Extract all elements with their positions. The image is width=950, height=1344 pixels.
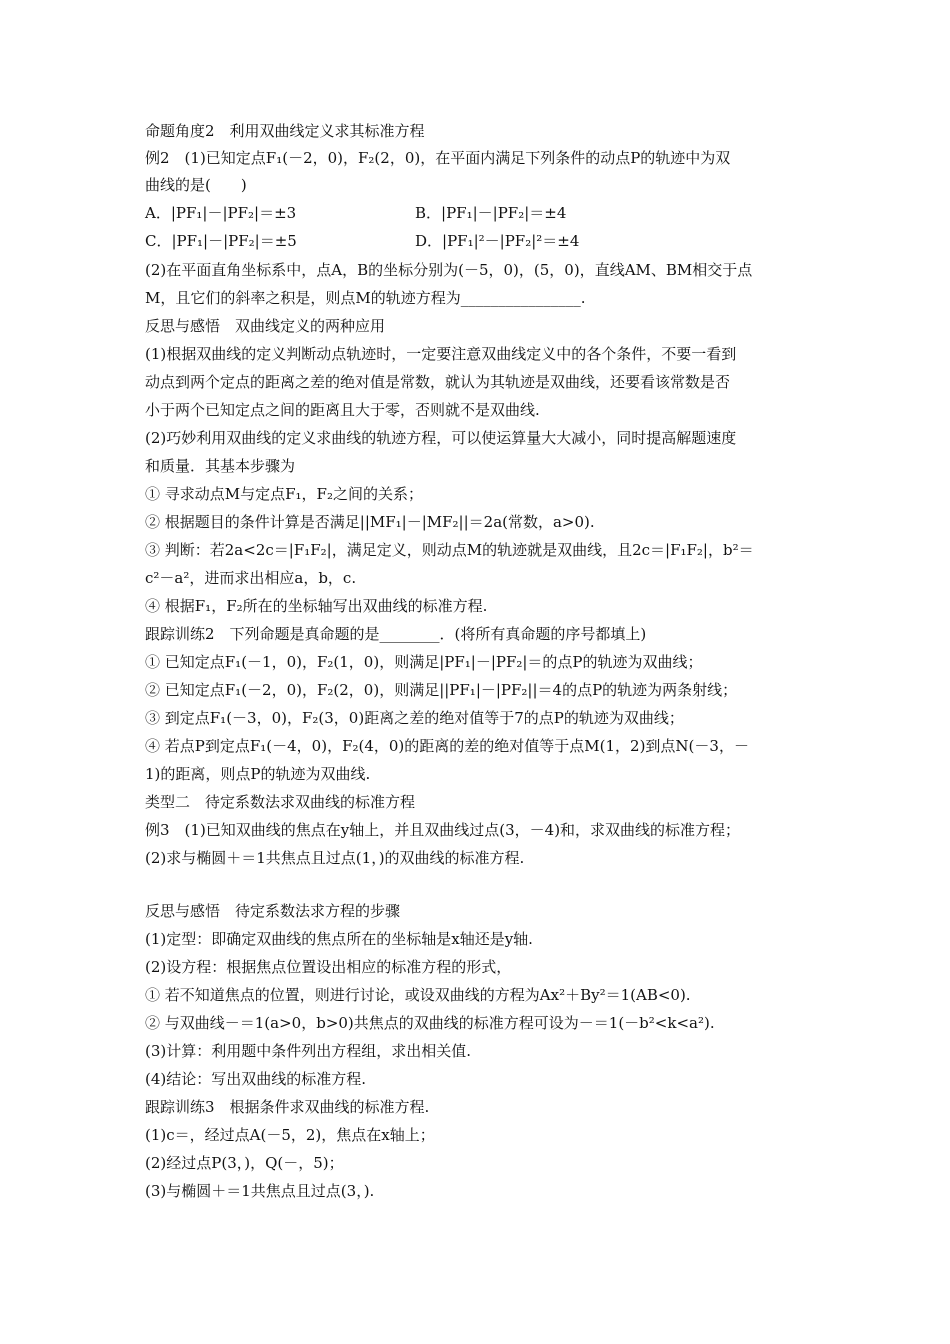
reflection-heading: 反思与感悟 双曲线定义的两种应用 bbox=[145, 317, 386, 335]
practice-item: ① 已知定点F₁(－1，0)，F₂(1，0)，则满足|PF₁|－|PF₂|＝的点P的轨迹为双曲线； bbox=[145, 653, 703, 671]
option-b: B．|PF₁|－|PF₂|＝±4 bbox=[415, 204, 567, 222]
paragraph-line: 小于两个已知定点之间的距离且大于零，否则就不是双曲线. bbox=[145, 401, 540, 419]
paragraph-line: 动点到两个定点的距离之差的绝对值是常数，就认为其轨迹是双曲线，还要看该常数是否 bbox=[145, 373, 731, 391]
step-item: ② 根据题目的条件计算是否满足||MF₁|－|MF₂||＝2a(常数，a>0). bbox=[145, 513, 595, 531]
options-row-1 bbox=[145, 202, 825, 224]
reflection-heading-2: 反思与感悟 待定系数法求方程的步骤 bbox=[145, 902, 401, 920]
step-item: ① 若不知道焦点的位置，则进行讨论，或设双曲线的方程为Ax²＋By²＝1(AB<0). bbox=[145, 986, 691, 1004]
example-2-part-2-cont: M，且它们的斜率之积是，则点M的轨迹方程为________________. bbox=[145, 289, 586, 307]
type-2-heading: 类型二 待定系数法求双曲线的标准方程 bbox=[145, 793, 416, 811]
practice-item: ③ 到定点F₁(－3，0)，F₂(3，0)距离之差的绝对值等于7的点P的轨迹为双曲线； bbox=[145, 709, 684, 727]
step-item-cont: c²－a²，进而求出相应a，b，c. bbox=[145, 569, 357, 587]
step-item: (3)计算：利用题中条件列出方程组，求出相关值. bbox=[145, 1042, 472, 1060]
paragraph-line: (2)巧妙利用双曲线的定义求曲线的轨迹方程，可以使运算量大大减小，同时提高解题速度 bbox=[145, 429, 737, 447]
practice-item: ④ 若点P到定点F₁(－4，0)，F₂(4，0)的距离的差的绝对值等于点M(1，2)到点N(－3，－ bbox=[145, 737, 749, 755]
example-2-part-2: (2)在平面直角坐标系中，点A，B的坐标分别为(－5，0)，(5，0)，直线AM、BM相交于点 bbox=[145, 261, 753, 279]
example-2-stem-cont: 曲线的是( ) bbox=[145, 176, 247, 194]
step-item: ① 寻求动点M与定点F₁，F₂之间的关系； bbox=[145, 485, 423, 503]
option-a: A．|PF₁|－|PF₂|＝±3 bbox=[145, 204, 297, 222]
option-c: C．|PF₁|－|PF₂|＝±5 bbox=[145, 232, 297, 250]
options-row-2 bbox=[145, 230, 825, 252]
step-item: ② 与双曲线－＝1(a>0，b>0)共焦点的双曲线的标准方程可设为－＝1(－b²<k<a²). bbox=[145, 1014, 715, 1032]
practice-item: ② 已知定点F₁(－2，0)，F₂(2，0)，则满足||PF₁|－|PF₂||＝4的点P的轨迹为两条射线； bbox=[145, 681, 738, 699]
option-d: D．|PF₁|²－|PF₂|²＝±4 bbox=[415, 232, 580, 250]
practice-item-cont: 1)的距离，则点P的轨迹为双曲线. bbox=[145, 765, 371, 783]
step-item: ④ 根据F₁，F₂所在的坐标轴写出双曲线的标准方程. bbox=[145, 597, 488, 615]
paragraph-line: 和质量．其基本步骤为 bbox=[145, 457, 296, 475]
example-3-part-1: 例3 (1)已知双曲线的焦点在y轴上，并且双曲线过点(3，－4)和，求双曲线的标准方程； bbox=[145, 821, 741, 839]
step-item: ③ 判断：若2a<2c＝|F₁F₂|，满足定义，则动点M的轨迹就是双曲线，且2c＝|F₁F₂|，b²＝ bbox=[145, 541, 754, 559]
practice-item: (1)c＝，经过点A(－5，2)，焦点在x轴上； bbox=[145, 1126, 435, 1144]
practice-2-heading: 跟踪训练2 下列命题是真命题的是________．(将所有真命题的序号都填上) bbox=[145, 625, 647, 643]
practice-item: (2)经过点P(3，)，Q(－，5)； bbox=[145, 1154, 344, 1172]
example-3-part-2: (2)求与椭圆＋＝1共焦点且过点(1，)的双曲线的标准方程. bbox=[145, 849, 525, 867]
step-item: (2)设方程：根据焦点位置设出相应的标准方程的形式， bbox=[145, 958, 512, 976]
practice-item: (3)与椭圆＋＝1共焦点且过点(3，). bbox=[145, 1182, 375, 1200]
paragraph-line: (1)根据双曲线的定义判断动点轨迹时，一定要注意双曲线定义中的各个条件，不要一看到 bbox=[145, 345, 737, 363]
practice-3-heading: 跟踪训练3 根据条件求双曲线的标准方程. bbox=[145, 1098, 430, 1116]
step-item: (4)结论：写出双曲线的标准方程. bbox=[145, 1070, 367, 1088]
example-2-stem: 例2 (1)已知定点F₁(－2，0)，F₂(2，0)，在平面内满足下列条件的动点P的轨迹中为双 bbox=[145, 149, 731, 167]
section-heading: 命题角度2 利用双曲线定义求其标准方程 bbox=[145, 122, 425, 140]
step-item: (1)定型：即确定双曲线的焦点所在的坐标轴是x轴还是y轴. bbox=[145, 930, 533, 948]
